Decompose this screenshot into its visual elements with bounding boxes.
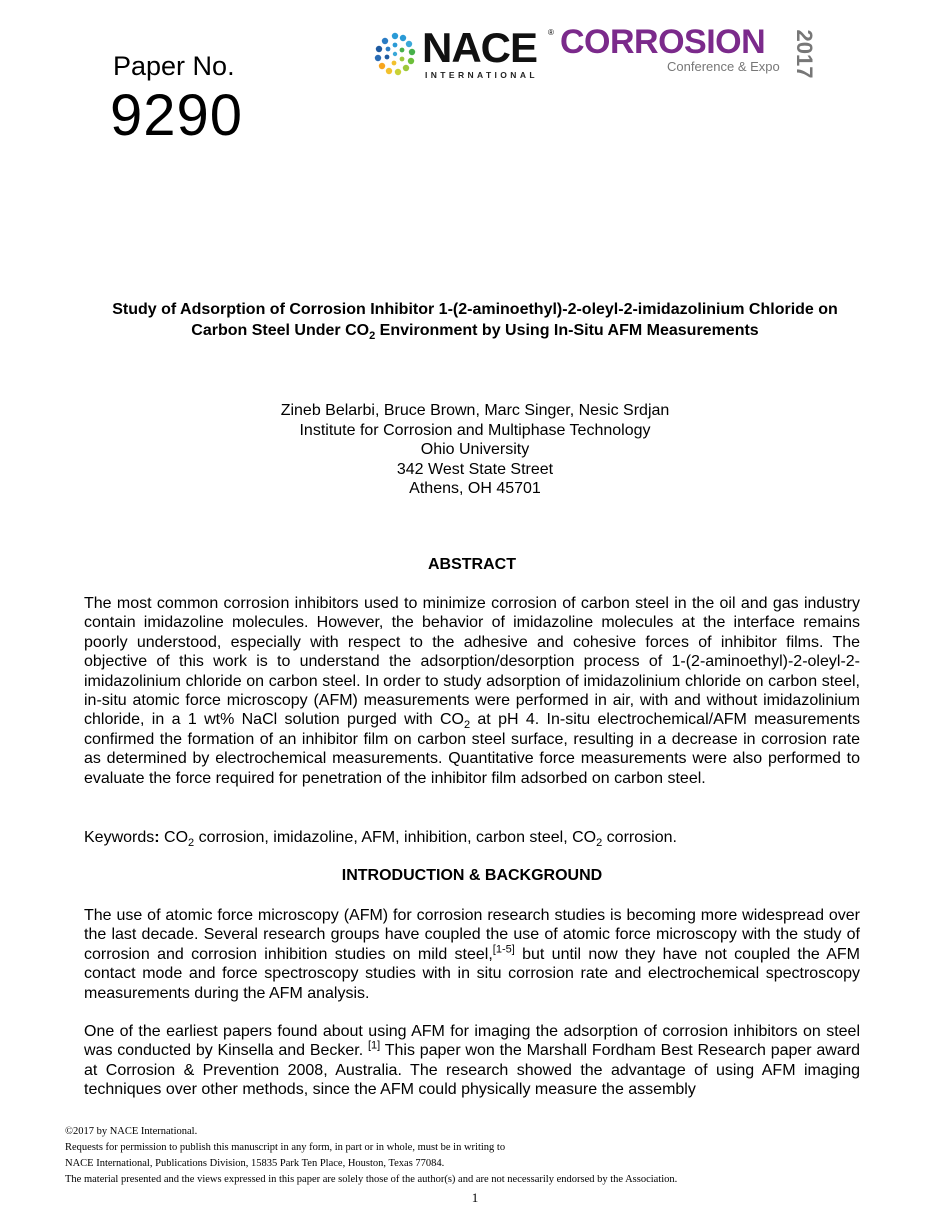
introduction-heading: INTRODUCTION & BACKGROUND: [341, 867, 603, 884]
title-line-2-post: Environment by Using In-Situ AFM Measurements: [375, 322, 759, 339]
keywords-label: Keywords: [84, 829, 155, 846]
title-line-2-pre: Carbon Steel Under CO: [191, 322, 370, 339]
footer-address: NACE International, Publications Division, 15835 Park Ten Place, Houston, Texas 77084.: [65, 1158, 445, 1169]
abstract-text: [84, 594, 860, 788]
intro-p1-citation: [1-5]: [492, 943, 515, 956]
paper-title: [80, 299, 870, 347]
footer: [65, 1124, 905, 1188]
keywords-pre: CO: [159, 829, 189, 846]
keywords-colon: :: [154, 829, 160, 846]
nace-subtitle: INTERNATIONAL: [425, 70, 538, 80]
registered-mark: ®: [548, 28, 554, 37]
footer-disclaimer: The material presented and the views expressed in this paper are solely those of the author(s) and are not necessarily endorsed by the Association.: [65, 1174, 678, 1185]
corrosion-subtitle: Conference & Expo: [667, 59, 780, 74]
introduction-paragraph-1: [84, 906, 860, 1003]
author-names: Zineb Belarbi, Bruce Brown, Marc Singer, Nesic Srdjan: [280, 402, 670, 419]
footer-copyright: ©2017 by NACE International.: [65, 1126, 198, 1137]
footer-permissions: Requests for permission to publish this manuscript in any form, in part or in whole, must be in writing to: [65, 1142, 506, 1153]
intro-p1-part-2: but until now they have not coupled the AFM contact mode and force spectroscopy studies with in situ corrosion rate and electrochemical spectroscopy measurements during the AFM analysis.: [84, 945, 860, 1002]
paper-number: 9290: [110, 83, 244, 148]
keywords-subscript-2: 2: [596, 837, 603, 850]
author-block: [180, 401, 770, 499]
abstract-subscript: 2: [463, 719, 471, 732]
nace-logo: [370, 24, 555, 82]
intro-p1-part-1: The use of atomic force microscopy (AFM) for corrosion research studies is becoming more widespread over the last decade. Several research groups have coupled the use of atomic force microscopy with the study of corrosion and corrosion inhibition studies on mild steel,: [84, 907, 860, 963]
paper-label: Paper No.: [113, 51, 235, 81]
keywords-mid: corrosion, imidazoline, AFM, inhibition, carbon steel, CO: [194, 829, 597, 846]
nace-wordmark: NACE: [422, 24, 538, 71]
keywords: [84, 828, 860, 850]
keywords-subscript-1: 2: [188, 837, 195, 850]
keywords-post: corrosion.: [602, 829, 677, 846]
page-number: 1: [471, 1190, 479, 1205]
intro-p2-part-2: This paper won the Marshall Fordham Best Research paper award at Corrosion & Prevention 2008, Australia. The research showed the advantage of using AFM imaging techniques over other methods, since the AFM could physically measure the assembly: [84, 1042, 860, 1099]
author-institute: Institute for Corrosion and Multiphase Technology: [299, 421, 651, 439]
abstract-heading: ABSTRACT: [428, 556, 516, 573]
title-line-1: Study of Adsorption of Corrosion Inhibitor 1-(2-aminoethyl)-2-oleyl-2-imidazolinium Chloride on: [112, 301, 838, 318]
nace-flower-icon: [370, 30, 420, 80]
author-university: Ohio University: [420, 441, 530, 458]
corrosion-logo: [560, 23, 825, 79]
abstract-part-2: at pH 4. In-situ electrochemical/AFM measurements confirmed the formation of an inhibitor film on carbon steel surface, resulting in a decrease in corrosion rate as determined by electrochemical measurements. Quantitative force measurements were also performed to evaluate the force required for penetration of the inhibitor film adsorbed on carbon steel.: [84, 711, 860, 787]
corrosion-year-text: 2017: [792, 29, 818, 79]
intro-p2-part-1: One of the earliest papers found about using AFM for imaging the adsorption of corrosion inhibitors on steel was conducted by Kinsella and Becker.: [84, 1023, 860, 1060]
author-city: Athens, OH 45701: [409, 480, 541, 497]
corrosion-year: [792, 29, 818, 79]
author-street: 342 West State Street: [396, 460, 554, 478]
introduction-paragraph-2: [84, 1022, 860, 1100]
intro-p2-citation: [1]: [367, 1040, 381, 1053]
corrosion-wordmark: CORROSION: [560, 23, 766, 61]
title-subscript: 2: [369, 330, 376, 343]
abstract-part-1: The most common corrosion inhibitors used to minimize corrosion of carbon steel in the oil and gas industry contain imidazoline molecules. However, the behavior of imidazoline molecules at the interface remains poorly understood, especially with respect to the adhesive and cohesive forces of inhibitor films. The objective of this work is to understand the adsorption/desorption process of 1-(2-aminoethyl)-2-oleyl-2-imidazolinium chloride on carbon steel. In order to study adsorption of imidazolinium chloride on carbon steel, in-situ atomic force microscopy (AFM) measurements were performed in air, with and without imidazolinium chloride, in a 1 wt% NaCl solution purged with CO: [84, 595, 860, 729]
